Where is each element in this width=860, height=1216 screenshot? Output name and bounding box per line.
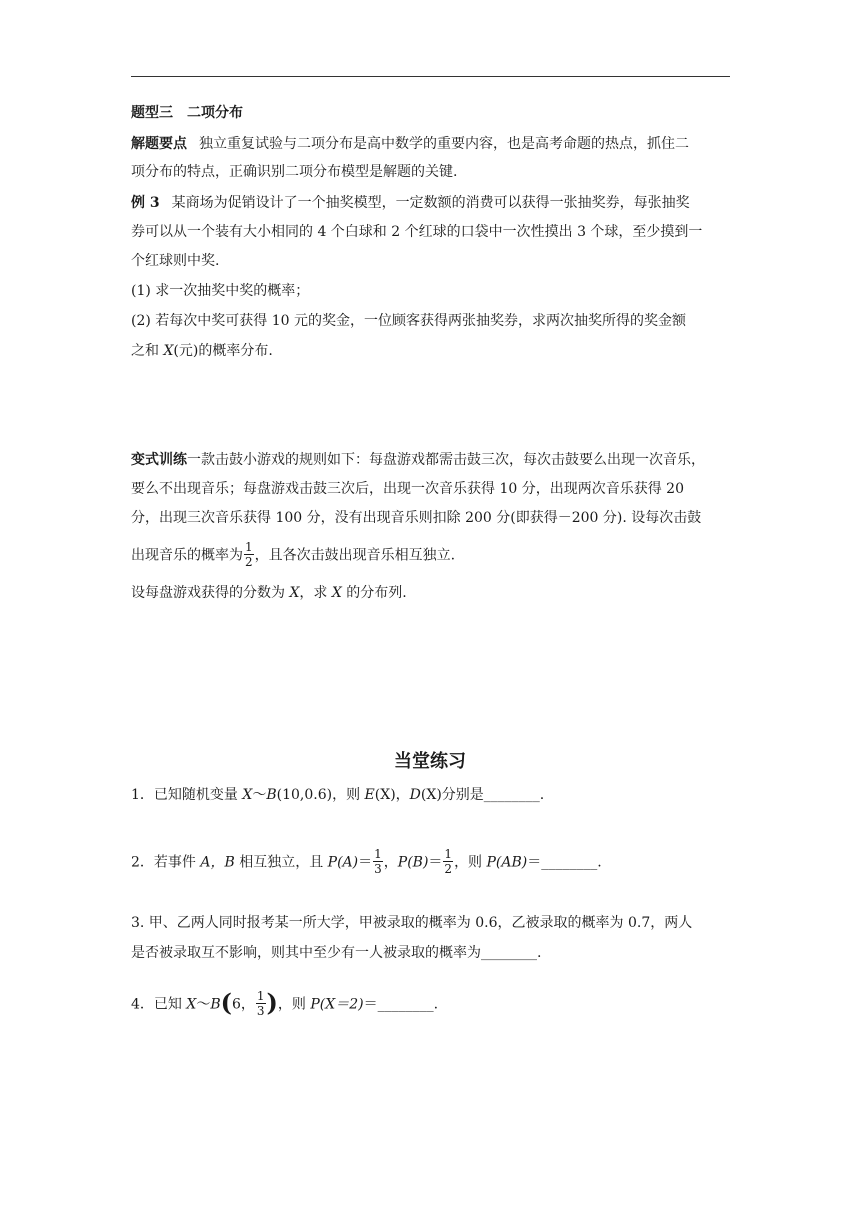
p4-n: 6， xyxy=(231,996,255,1013)
variant-line-4 xyxy=(131,541,731,570)
p1-args: (10,0.6)，则 xyxy=(276,787,365,803)
practice-item-2 xyxy=(131,848,731,877)
key-points-line-1 xyxy=(131,134,731,154)
p2-ab: A，B xyxy=(200,854,235,871)
v5-pre: 设每盘游戏获得的分数为 xyxy=(131,585,290,601)
practice-heading: 当堂练习 xyxy=(394,751,466,772)
fraction-denominator: 2 xyxy=(245,555,253,569)
example-question-2-cont xyxy=(131,341,731,361)
p4-tilde: ～ xyxy=(196,996,211,1013)
right-paren-glyph: ) xyxy=(266,987,278,1017)
fraction-numerator: 1 xyxy=(444,847,453,861)
p1-dx2: (X) xyxy=(420,787,442,803)
p4-p: P(X＝2) xyxy=(310,996,364,1013)
key-points-text-1: 独立重复试验与二项分布是高中数学的重要内容，也是高考命题的热点，抓住二 xyxy=(199,136,689,152)
p2-mid1: 相互独立，且 xyxy=(234,854,328,871)
variant-line-1 xyxy=(131,450,731,470)
fraction-numerator: 1 xyxy=(374,847,382,861)
p1-x: X xyxy=(242,787,253,803)
v5-post: 的分布列. xyxy=(341,585,407,601)
example-label: 例 3 xyxy=(131,195,160,211)
header-rule xyxy=(131,76,730,77)
example-question-1: (1) 求一次抽奖中奖的概率； xyxy=(131,283,310,299)
p1-comma: ， xyxy=(395,787,410,803)
p2-pa: P(A) xyxy=(327,854,359,871)
p2-mid2: ，则 xyxy=(454,854,487,871)
p1-dx: D xyxy=(409,787,421,803)
example-text-1: 某商场为促销设计了一个抽奖模型，一定数额的消费可以获得一张抽奖券，每张抽奖 xyxy=(171,195,690,211)
variant-line-3: 分，出现三次音乐获得 100 分，没有出现音乐则扣除 200 分(即获得－200 分). 设每次击鼓 xyxy=(131,510,702,526)
p1-pre: 1．已知随机变量 xyxy=(131,787,243,803)
p4-mid: ，则 xyxy=(277,996,311,1013)
v5-x1: X xyxy=(289,585,300,601)
p1-post: 分别是________. xyxy=(441,787,545,803)
example-line-2: 券可以从一个装有大小相同的 4 个白球和 2 个红球的口袋中一次性摸出 3 个球，至少摸到一 xyxy=(131,224,703,240)
variant-line-2: 要么不出现音乐；每盘游戏击鼓三次后，出现一次音乐获得 10 分，出现两次音乐获得 20 xyxy=(131,481,684,497)
variant-line-5 xyxy=(131,583,731,603)
fraction-numerator: 1 xyxy=(245,540,253,554)
variant-line-4-pre: 出现音乐的概率为 xyxy=(131,547,243,564)
p2-post: ＝________. xyxy=(527,854,602,871)
fraction-one-third xyxy=(373,847,383,876)
q2b-var: X xyxy=(163,343,174,359)
p1-tilde: ～ xyxy=(252,787,267,803)
p4-post: ＝________. xyxy=(363,996,439,1013)
fraction-one-half xyxy=(244,540,254,569)
key-points-label: 解题要点 xyxy=(131,136,187,152)
q2b-pre: 之和 xyxy=(131,343,164,359)
p4-pre: 4．已知 xyxy=(131,996,187,1013)
p4-b: B xyxy=(210,996,221,1013)
p2-comma: ， xyxy=(383,854,398,871)
practice-item-1 xyxy=(131,785,731,805)
p2-eq2: ＝ xyxy=(428,854,443,871)
variant-line-4-post: ，且各次击鼓出现音乐相互独立. xyxy=(254,547,456,564)
q2b-post: (元)的概率分布. xyxy=(173,343,273,359)
practice-item-4 xyxy=(131,987,731,1019)
example-line-1 xyxy=(131,193,731,213)
fraction-denominator: 3 xyxy=(374,862,382,876)
practice-item-3-line-2: 是否被录取互不影响，则其中至少有一人被录取的概率为________. xyxy=(131,945,542,961)
p4-x: X xyxy=(186,996,197,1013)
key-points-line-2: 项分布的特点，正确识别二项分布模型是解题的关键. xyxy=(131,164,458,180)
p2-pb: P(B) xyxy=(397,854,429,871)
section-title: 题型三 二项分布 xyxy=(131,105,243,121)
p1-b: B xyxy=(266,787,277,803)
fraction-numerator: 1 xyxy=(256,989,265,1003)
example-line-3: 个红球则中奖. xyxy=(131,253,220,269)
p2-pre: 2．若事件 xyxy=(131,854,201,871)
example-question-2: (2) 若每次中奖可获得 10 元的奖金，一位顾客获得两张抽奖券，求两次抽奖所得的奖金额 xyxy=(131,313,686,329)
practice-item-3-line-1: 3. 甲、乙两人同时报考某一所大学，甲被录取的概率为 0.6，乙被录取的概率为 0.7，两人 xyxy=(131,915,693,931)
fraction-denominator: 2 xyxy=(444,862,453,876)
v5-mid: ，求 xyxy=(299,585,332,601)
fraction-one-third xyxy=(256,989,266,1018)
p2-eq1: ＝ xyxy=(358,854,373,871)
p2-pab: P(AB) xyxy=(486,854,528,871)
p1-ex2: (X) xyxy=(374,787,396,803)
v5-x2: X xyxy=(331,585,342,601)
p1-ex: E xyxy=(364,787,375,803)
variant-text-1: 一款击鼓小游戏的规则如下：每盘游戏都需击鼓三次，每次击鼓要么出现一次音乐， xyxy=(187,452,705,468)
fraction-one-half xyxy=(443,847,453,876)
left-paren-glyph: ( xyxy=(220,987,232,1017)
fraction-denominator: 3 xyxy=(256,1004,265,1018)
variant-label: 变式训练 xyxy=(131,452,187,468)
